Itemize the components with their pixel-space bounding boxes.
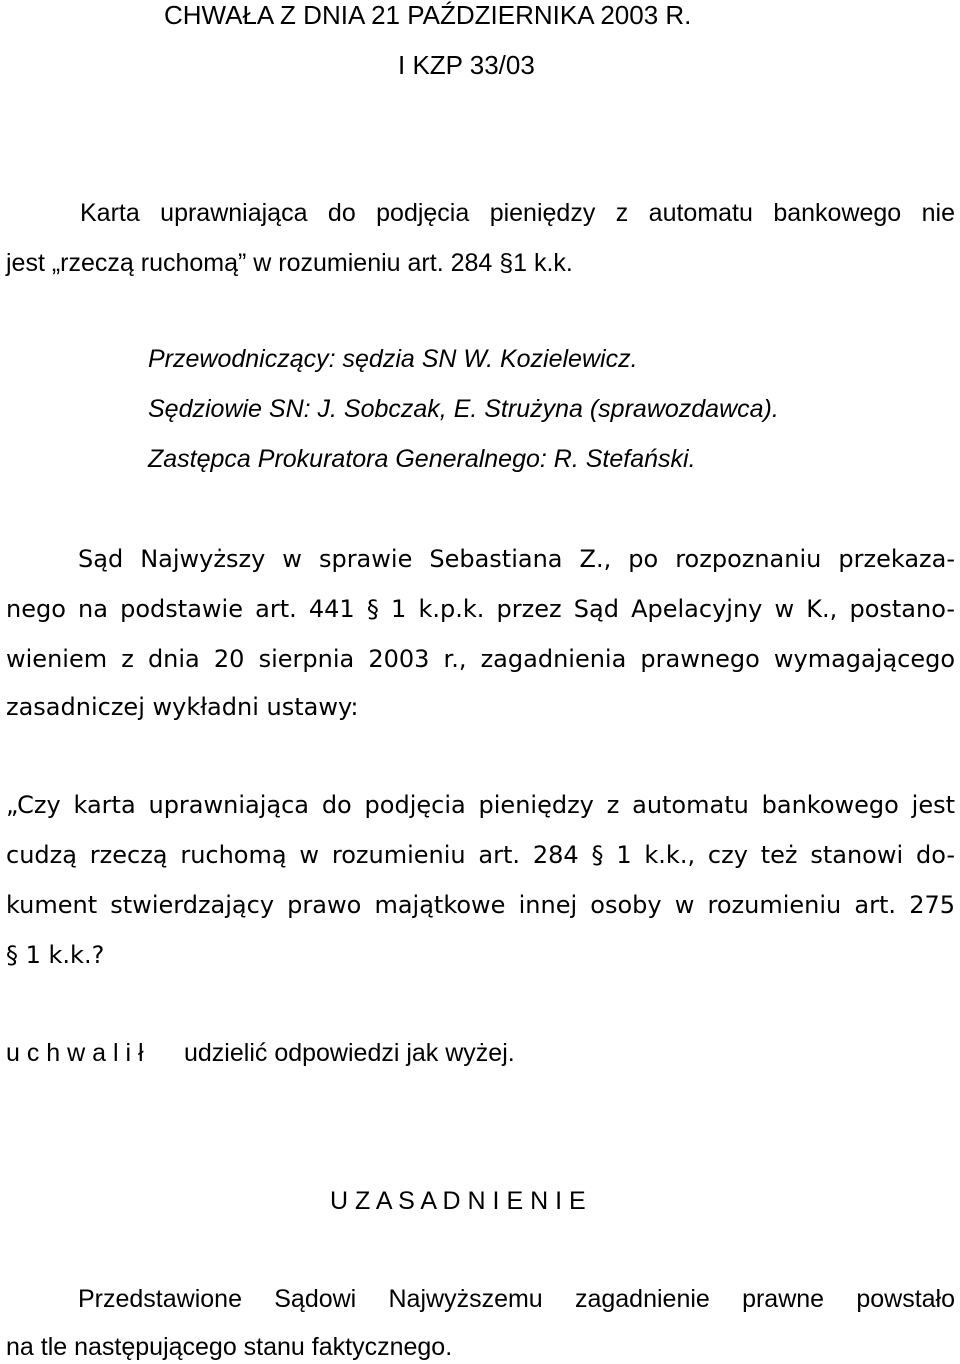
justification-heading: U Z A S A D N I E N I E	[330, 1187, 586, 1215]
thesis-line-2: jest „rzeczą ruchomą” w rozumieniu art. 284 §1 k.k.	[6, 249, 573, 277]
panel-chair: Przewodniczący: sędzia SN W. Kozielewicz.	[148, 345, 638, 373]
panel-judges: Sędziowie SN: J. Sobczak, E. Strużyna (sprawozdawca).	[148, 395, 779, 423]
resolution-title: CHWAŁA Z DNIA 21 PAŹDZIERNIKA 2003 R.	[164, 0, 692, 30]
intro-line-1: Sąd Najwyższy w sprawie Sebastiana Z., po rozpoznaniu przekaza-	[78, 545, 955, 573]
thesis-line-1: Karta uprawniająca do podjęcia pieniędzy z automatu bankowego nie	[80, 199, 955, 227]
case-number: I KZP 33/03	[398, 50, 535, 80]
justification-line-1: Przedstawione Sądowi Najwyższemu zagadnienie prawne powstało	[78, 1285, 955, 1313]
question-line-4: § 1 k.k.?	[6, 941, 105, 969]
intro-line-2: nego na podstawie art. 441 § 1 k.p.k. przez Sąd Apelacyjny w K., postano-	[6, 595, 955, 623]
panel-prosecutor: Zastępca Prokuratora Generalnego: R. Stefański.	[148, 445, 696, 473]
question-line-1: „Czy karta uprawniająca do podjęcia pieniędzy z automatu bankowego jest	[6, 791, 955, 819]
question-line-3: kument stwierdzający prawo majątkowe innej osoby w rozumieniu art. 275	[6, 891, 955, 919]
justification-line-2: na tle następującego stanu faktycznego.	[6, 1333, 453, 1361]
intro-line-3: wieniem z dnia 20 sierpnia 2003 r., zagadnienia prawnego wymagającego	[6, 645, 955, 673]
intro-line-4: zasadniczej wykładni ustawy:	[6, 693, 359, 721]
resolution-text: udzielić odpowiedzi jak wyżej.	[184, 1039, 515, 1067]
resolution-verb: u c h w a l i ł	[6, 1039, 144, 1067]
question-line-2: cudzą rzeczą ruchomą w rozumieniu art. 284 § 1 k.k., czy też stanowi do-	[6, 841, 955, 869]
